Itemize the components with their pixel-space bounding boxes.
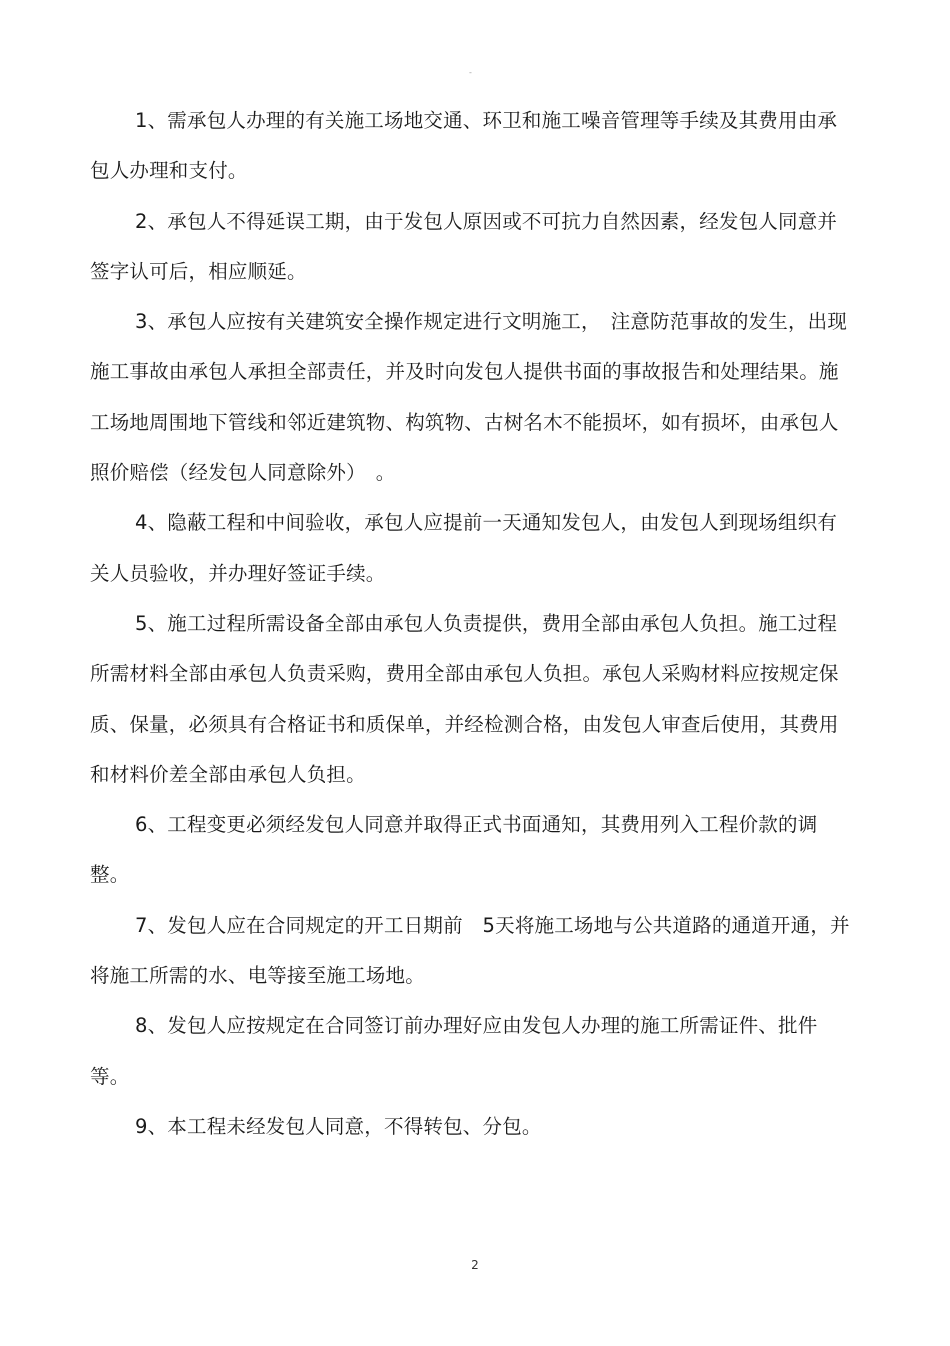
header-mark: - xyxy=(469,68,472,77)
clause-5: 5、施工过程所需设备全部由承包人负责提供，费用全部由承包人负担。施工过程所需材料全部由承包人负责采购，费用全部由承包人负担。承包人采购材料应按规定保质、保量，必须具有合格证书和质保单，并经检测合格，由发包人审查后使用，其费用和材料价差全部由承包人负担。 xyxy=(90,611,839,786)
clause-7: 7、发包人应在合同规定的开工日期前 5天将施工场地与公共道路的通道开通，并将施工所需的水、电等接至施工场地。 xyxy=(90,913,850,988)
clause-list xyxy=(90,96,850,1152)
clause-6: 6、工程变更必须经发包人同意并取得正式书面通知，其费用列入工程价款的调整。 xyxy=(90,813,818,887)
clause-4: 4、隐蔽工程和中间验收，承包人应提前一天通知发包人，由发包人到现场组织有关人员验收，并办理好签证手续。 xyxy=(90,511,838,585)
clause-8: 8、发包人应按规定在合同签订前办理好应由发包人办理的施工所需证件、批件等。 xyxy=(90,1014,818,1088)
clause-3: 3、承包人应按有关建筑安全操作规定进行文明施工， 注意防范事故的发生，出现施工事故由承包人承担全部责任，并及时向发包人提供书面的事故报告和处理结果。施工场地周围地下管线和邻近建筑物、构筑物、古树名木不能损坏，如有损坏，由承包人照价赔偿（经发包人同意除外） 。 xyxy=(90,310,848,485)
clause-2: 2、承包人不得延误工期，由于发包人原因或不可抗力自然因素，经发包人同意并签字认可后，相应顺延。 xyxy=(90,209,838,283)
clause-1: 1、需承包人办理的有关施工场地交通、环卫和施工噪音管理等手续及其费用由承包人办理和支付。 xyxy=(90,109,838,183)
clause-9: 9、本工程未经发包人同意，不得转包、分包。 xyxy=(135,1114,542,1138)
page-number: 2 xyxy=(471,1258,479,1272)
